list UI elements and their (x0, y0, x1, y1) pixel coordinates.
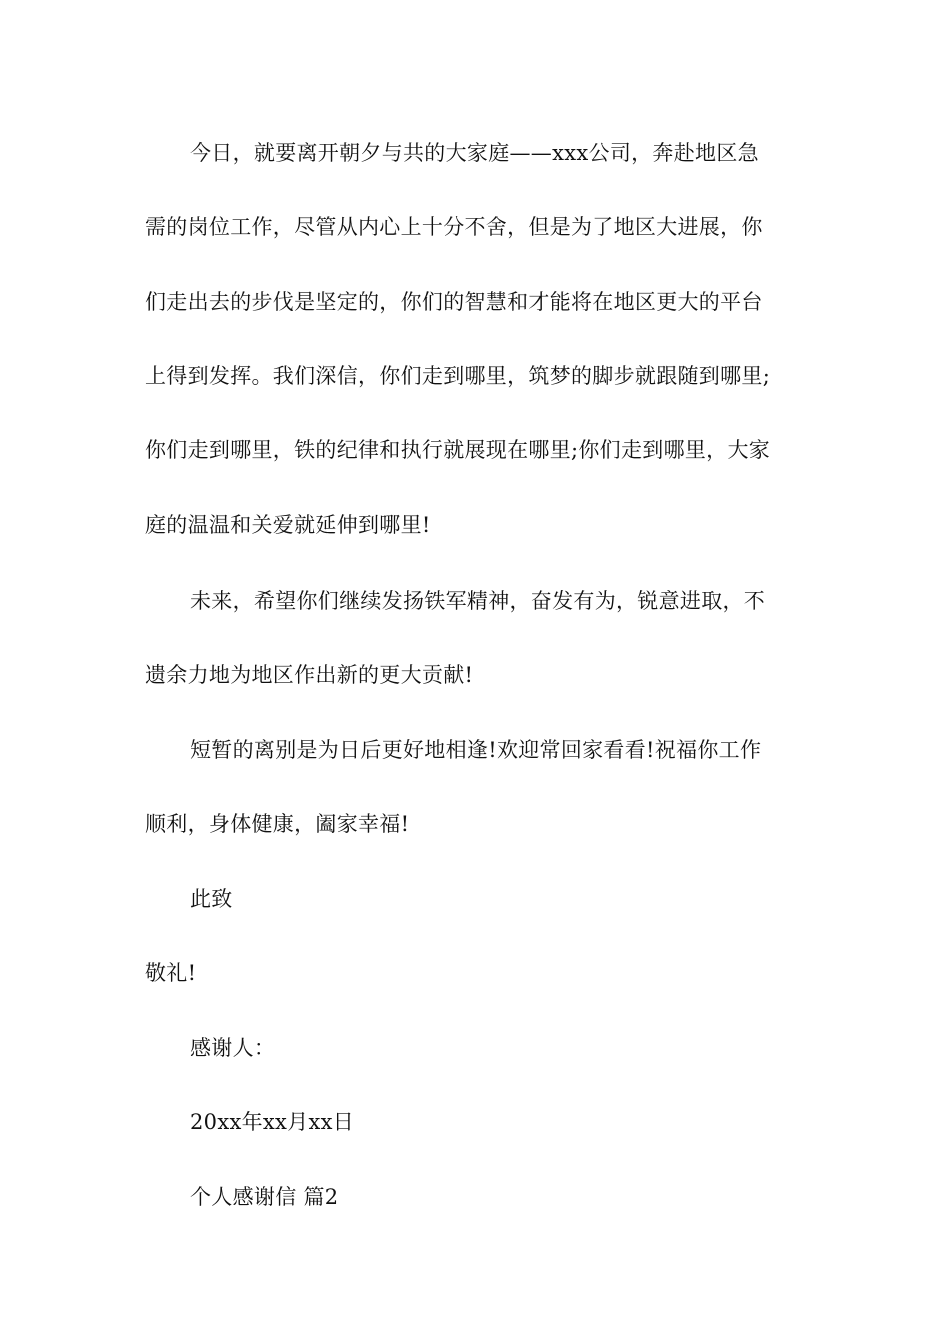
paragraph-1-line-3: 们走出去的步伐是坚定的，你们的智慧和才能将在地区更大的平台 (145, 290, 763, 314)
paragraph-1-line-4: 上得到发挥。我们深信，你们走到哪里，筑梦的脚步就跟随到哪里; (145, 364, 771, 388)
paragraph-1-line-2: 需的岗位工作，尽管从内心上十分不舍，但是为了地区大进展，你 (145, 215, 763, 239)
section-heading: 个人感谢信 篇2 (190, 1185, 339, 1209)
closing-salutation: 此致 (190, 887, 233, 911)
closing-regards: 敬礼! (145, 961, 197, 985)
date-line: 20xx年xx月xx日 (190, 1110, 355, 1134)
paragraph-1-line-5: 你们走到哪里，铁的纪律和执行就展现在哪里;你们走到哪里，大家 (145, 438, 771, 462)
paragraph-1-line-6: 庭的温温和关爱就延伸到哪里! (145, 513, 431, 537)
paragraph-1-line-1: 今日，就要离开朝夕与共的大家庭——xxx公司，奔赴地区急 (190, 141, 759, 165)
signature-label: 感谢人： (190, 1036, 276, 1060)
paragraph-3-line-1: 短暂的离别是为日后更好地相逢!欢迎常回家看看!祝福你工作 (190, 738, 762, 762)
paragraph-2-line-2: 遗余力地为地区作出新的更大贡献! (145, 663, 474, 687)
paragraph-2-line-1: 未来，希望你们继续发扬铁军精神，奋发有为，锐意进取，不 (190, 589, 766, 613)
paragraph-3-line-2: 顺利，身体健康，阖家幸福! (145, 812, 410, 836)
